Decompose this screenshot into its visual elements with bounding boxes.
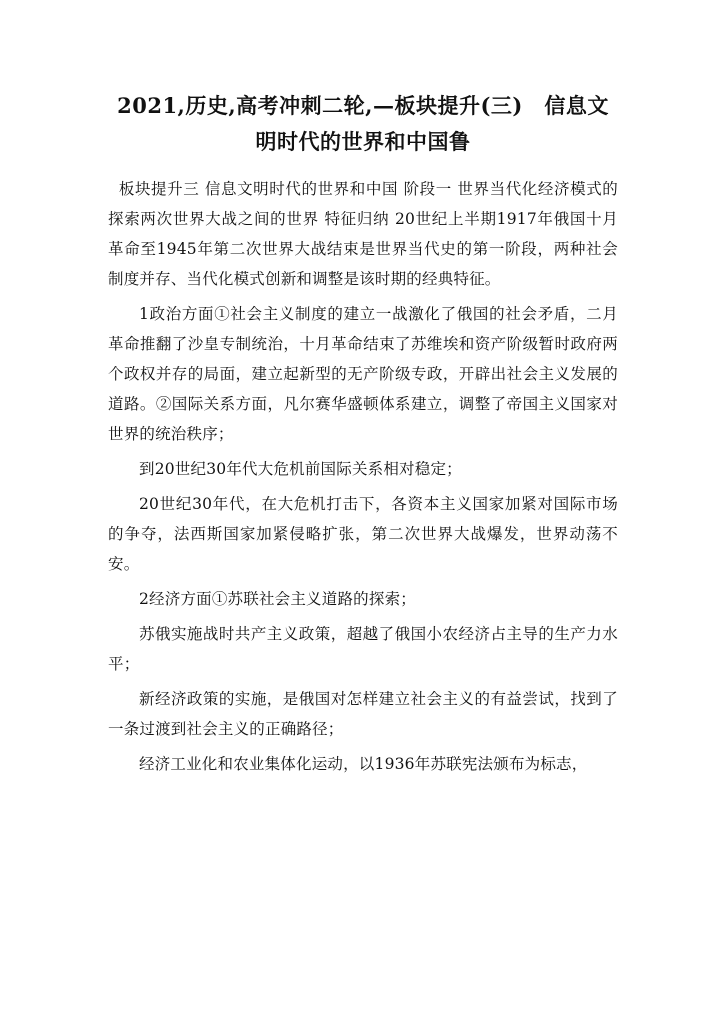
paragraph-1930s-crisis: 20世纪30年代，在大危机打击下，各资本主义国家加紧对国际市场的争夺，法西斯国家加紧侵略扩张，第二次世界大战爆发，世界动荡不安。	[108, 495, 618, 573]
paragraph-economy: 2经济方面①苏联社会主义道路的探索；	[139, 590, 416, 608]
title-line-2: 明时代的世界和中国鲁	[255, 129, 471, 154]
paragraph-intro: 板块提升三 信息文明时代的世界和中国 阶段一 世界当代化经济模式的探索两次世界大战之间的世界 特征归纳 20世纪上半期1917年俄国十月革命至1945年第二次世界大战结束是世界当代史的第一阶段，两种社会制度并存、当代化模式创新和调整是该时期的经典特征。	[108, 180, 618, 288]
paragraph-politics: 1政治方面①社会主义制度的建立一战激化了俄国的社会矛盾，二月革命推翻了沙皇专制统治，十月革命结束了苏维埃和资产阶级暂时政府两个政权并存的局面，建立起新型的无产阶级专政，开辟出社会主义发展的道路。②国际关系方面，凡尔赛华盛顿体系建立，调整了帝国主义国家对世界的统治秩序；	[108, 305, 618, 443]
document-body	[108, 174, 618, 779]
paragraph-industrialization: 经济工业化和农业集体化运动，以1936年苏联宪法颁布为标志，	[139, 755, 588, 773]
document-title	[108, 88, 618, 160]
paragraph-1930s-before: 到20世纪30年代大危机前国际关系相对稳定；	[139, 460, 462, 478]
paragraph-war-communism: 苏俄实施战时共产主义政策，超越了俄国小农经济占主导的生产力水平；	[108, 625, 618, 673]
title-line-1: 2021,历史,高考冲刺二轮,—板块提升(三) 信息文	[117, 93, 609, 118]
paragraph-nep: 新经济政策的实施，是俄国对怎样建立社会主义的有益尝试，找到了一条过渡到社会主义的正确路径；	[108, 690, 618, 738]
